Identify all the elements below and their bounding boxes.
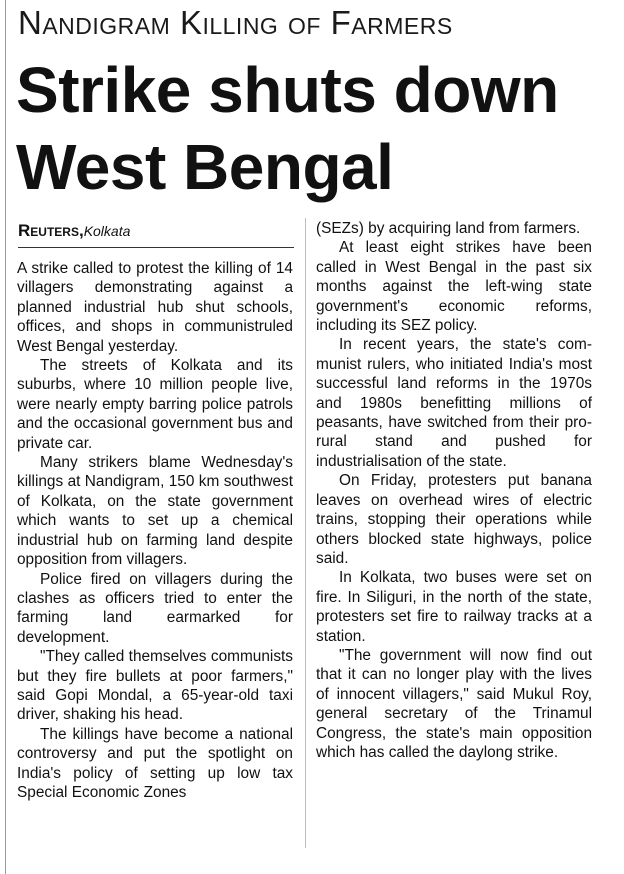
paragraph: In recent years, the state's communist rulers, who initiated India's most successful land reforms in the 1970s and 1980s benefitting millions of peasants, have switched from their pro-rural stand and pushed for industrialisation of the state. [316,336,592,470]
headline-line-2: West Bengal [16,131,394,203]
headline-line-1: Strike shuts down [16,54,559,126]
paragraph: In Kolkata, two buses were set on fire. In Siliguri, in the north of the state, protesters set fire to railway tracks at a station. [316,569,592,645]
kicker: Nandigram Killing of Farmers [18,4,453,41]
paragraph: The killings have become a national controversy and put the spotlight on India's policy of setting up low tax Special Economic Zones [17,725,293,801]
article-column-2 [316,219,592,762]
byline [18,221,294,248]
paragraph: "The government will now find out that it can no longer play with the lives of innocent villagers," said Mukul Roy, general secretary of the Trinamul Congress, the state's main opposition which has called the daylong strike. [316,646,592,761]
paragraph: At least eight strikes have been called in West Bengal in the past six months against the left-wing state government's economic reforms, including its SEZ policy. [316,239,592,335]
paragraph: (SEZs) by acquiring land from farmers. [316,220,581,237]
byline-agency: Reuters, [18,221,84,240]
article-column-1 [17,259,293,802]
paragraph: A strike called to protest the killing of 14 villagers demonstrating against a planned industrial hub shut schools, offices, and shops in communistruled West Bengal yesterday. [17,260,293,355]
headline [16,52,616,206]
paragraph: Many strikers blame Wednesday's killings at Nandigram, 150 km southwest of Kolkata, on the state government which wants to set up a chemical industrial hub on farming land despite opposition from villagers. [17,454,293,569]
byline-location: Kolkata [83,223,131,239]
column-divider [305,218,306,848]
paragraph: The streets of Kolkata and its suburbs, where 10 million people live, were nearly empty barring police patrols and the occasional government bus and private car. [17,357,293,452]
paragraph: Police fired on villagers during the clashes as officers tried to enter the farming land earmarked for development. [17,570,293,646]
paragraph: On Friday, protesters put banana leaves on overhead wires of electric trains, stopping their operations while others blocked state highways, police said. [316,472,592,567]
page-edge-rule [5,0,6,874]
paragraph: "They called themselves communists but they fire bullets at poor farmers," said Gopi Mondal, a 65-year-old taxi driver, shaking his head. [17,648,293,724]
